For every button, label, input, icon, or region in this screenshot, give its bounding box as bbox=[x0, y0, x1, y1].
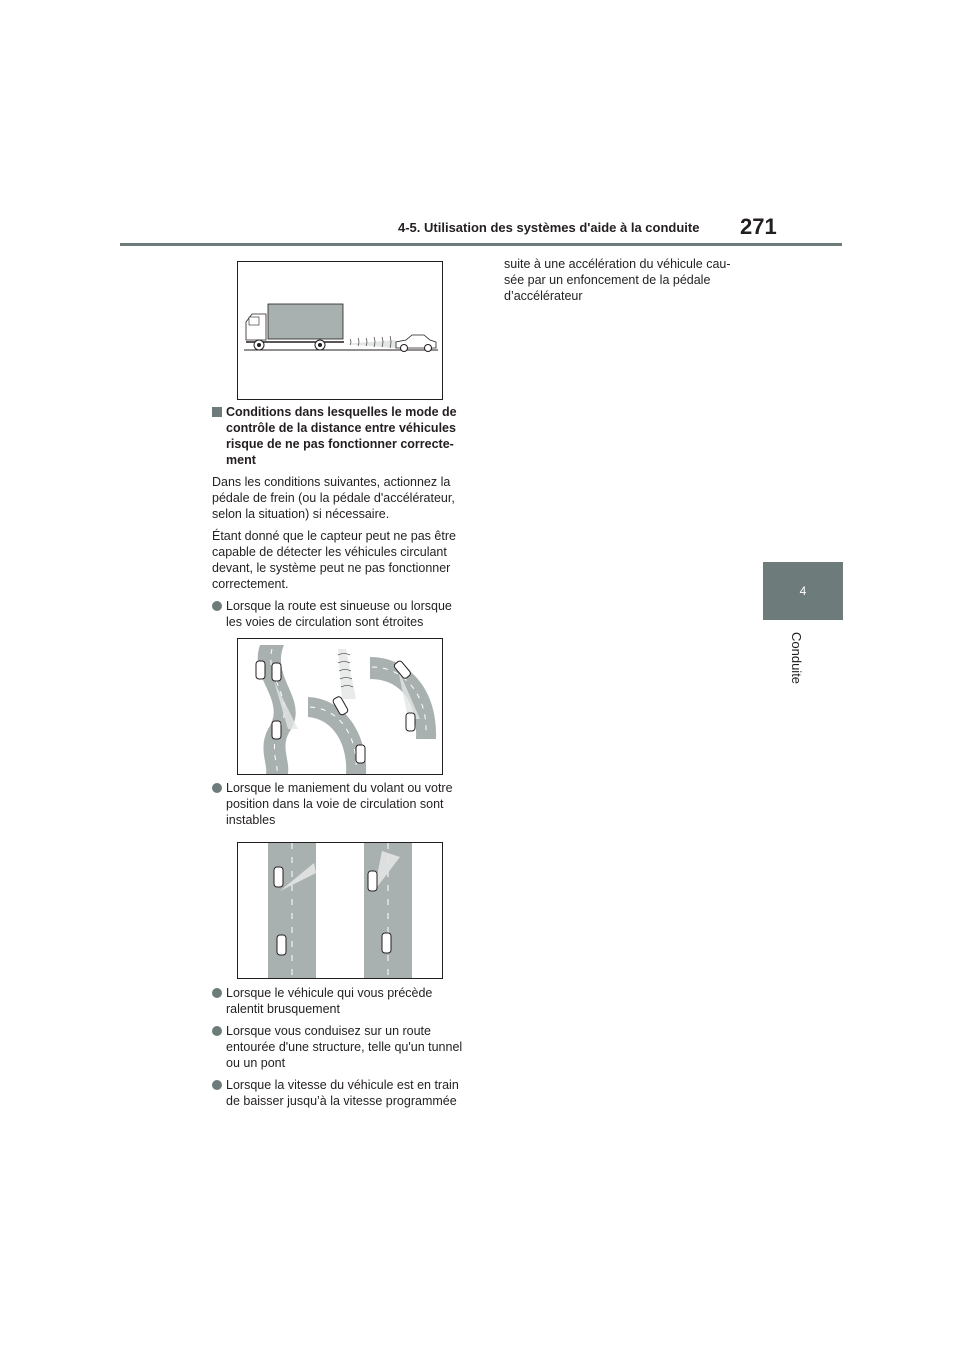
winding-road-illustration bbox=[238, 639, 442, 774]
bullet-item-1 bbox=[212, 598, 468, 630]
circle-bullet-icon bbox=[212, 1026, 222, 1036]
bullet-text-2: Lorsque le maniement du volant ou votre position dans la voie de circulation sont instables bbox=[226, 781, 453, 827]
circle-bullet-icon bbox=[212, 1080, 222, 1090]
bullet-text-4: Lorsque vous conduisez sur un route entourée d'une structure, telle qu'un tunnel ou un pont bbox=[226, 1024, 463, 1070]
header-rule bbox=[120, 243, 842, 246]
section-title: 4-5. Utilisation des systèmes d'aide à la conduite bbox=[398, 220, 700, 235]
bullet-text-5: Lorsque la vitesse du véhicule est en train de baisser jusqu’à la vitesse programmée bbox=[226, 1078, 459, 1108]
chapter-tab bbox=[763, 562, 843, 620]
bullet-text-3: Lorsque le véhicule qui vous précède ralentit brusquement bbox=[226, 986, 433, 1016]
section-heading-text: Conditions dans lesquelles le mode de contrôle de la distance entre véhicules risque de ne pas fonctionner correcte-ment bbox=[226, 405, 457, 467]
section-heading bbox=[212, 404, 468, 468]
bullet-item-5 bbox=[212, 1077, 468, 1109]
paragraph-2: Étant donné que le capteur peut ne pas être capable de détecter les véhicules circulant devant, le système peut ne pas fonctionner correctement. bbox=[212, 529, 456, 591]
right-column bbox=[490, 256, 745, 310]
bullet-item-4 bbox=[212, 1023, 468, 1071]
left-column bbox=[212, 404, 468, 636]
bullet-item-2 bbox=[212, 780, 468, 828]
circle-bullet-icon bbox=[212, 988, 222, 998]
continued-text: suite à une accélération du véhicule cau-sée par un enfoncement de la pédale d’accélérateur bbox=[504, 257, 731, 303]
left-column-continued bbox=[212, 780, 468, 834]
bullet-item-3 bbox=[212, 985, 468, 1017]
square-bullet-icon bbox=[212, 407, 222, 417]
winding-road-figure bbox=[237, 638, 443, 775]
circle-bullet-icon bbox=[212, 601, 222, 611]
lane-position-figure bbox=[237, 842, 443, 979]
paragraph-1: Dans les conditions suivantes, actionnez la pédale de frein (ou la pédale d'accélérateur, selon la situation) si nécessaire. bbox=[212, 475, 455, 521]
bullet-text-1: Lorsque la route est sinueuse ou lorsque les voies de circulation sont étroites bbox=[226, 599, 452, 629]
truck-figure bbox=[237, 261, 443, 400]
circle-bullet-icon bbox=[212, 783, 222, 793]
left-column-end bbox=[212, 985, 468, 1115]
lane-position-illustration bbox=[238, 843, 442, 978]
chapter-label: Conduite bbox=[789, 632, 804, 685]
truck-illustration bbox=[238, 262, 442, 399]
chapter-number: 4 bbox=[799, 584, 807, 598]
page-number: 271 bbox=[740, 214, 777, 239]
